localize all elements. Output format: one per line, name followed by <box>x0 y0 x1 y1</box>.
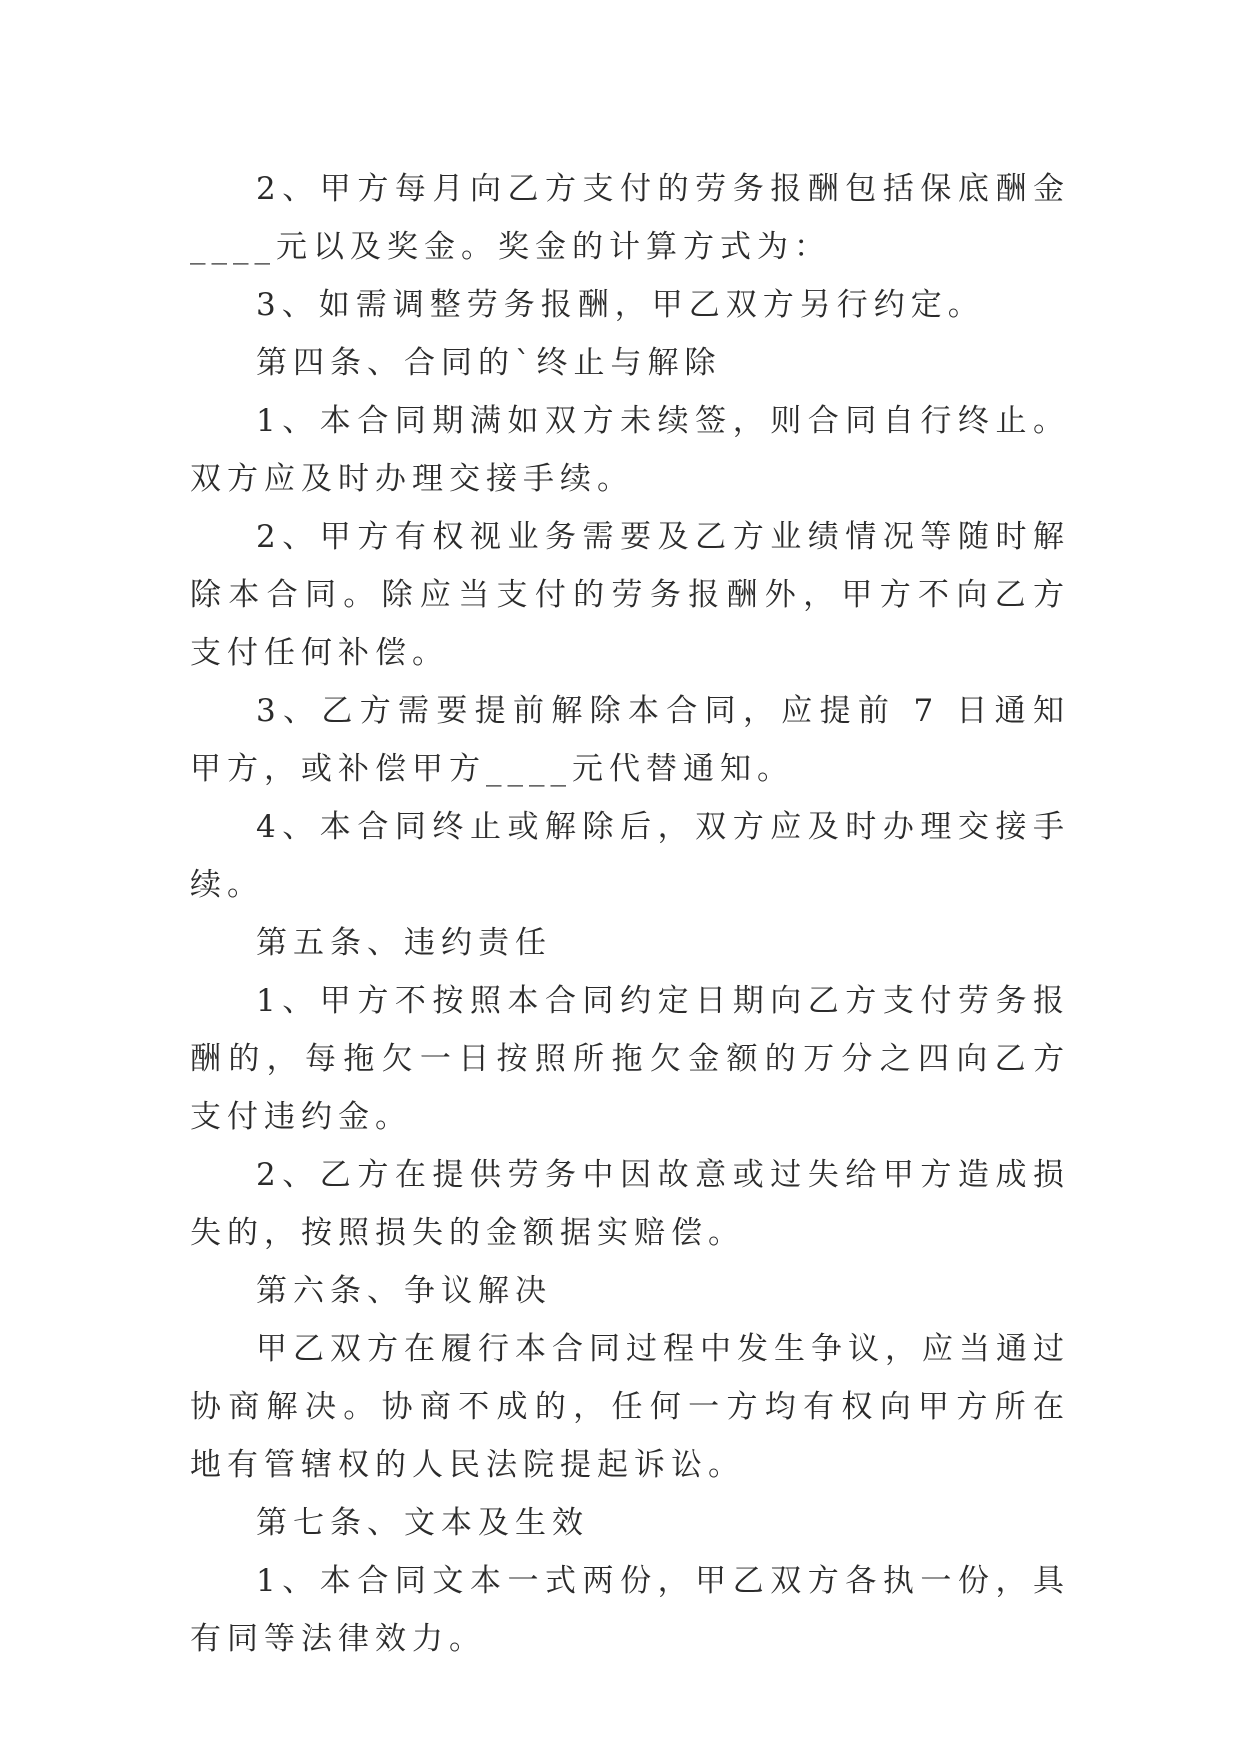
paragraph-compensation: 2、乙方在提供劳务中因故意或过失给甲方造成损失的，按照损失的金额据实赔偿。 <box>190 1157 1070 1251</box>
paragraph-party-a-termination: 2、甲方有权视业务需要及乙方业绩情况等随时解除本合同。除应当支付的劳务报酬外，甲方不向乙方支付任何补偿。 <box>190 519 1070 671</box>
section-heading-liability: 第五条、违约责任 <box>256 925 552 961</box>
section-heading-termination: 第四条、合同的`终止与解除 <box>256 345 722 381</box>
paragraph-late-payment: 1、甲方不按照本合同约定日期向乙方支付劳务报酬的，每拖欠一日按照所拖欠金额的万分之四向乙方支付违约金。 <box>190 983 1070 1135</box>
paragraph-handover: 4、本合同终止或解除后，双方应及时办理交接手续。 <box>190 809 1070 903</box>
section-heading-effectiveness: 第七条、文本及生效 <box>256 1505 589 1541</box>
paragraph-payment-adjustment: 3、如需调整劳务报酬，甲乙双方另行约定。 <box>256 287 985 323</box>
document-body <box>190 160 1070 1668</box>
paragraph-dispute-resolution: 甲乙双方在履行本合同过程中发生争议，应当通过协商解决。协商不成的，任何一方均有权向甲方所在地有管辖权的人民法院提起诉讼。 <box>190 1331 1070 1483</box>
paragraph-contract-expiry: 1、本合同期满如双方未续签，则合同自行终止。双方应及时办理交接手续。 <box>190 403 1070 497</box>
paragraph-copies: 1、本合同文本一式两份，甲乙双方各执一份，具有同等法律效力。 <box>190 1563 1070 1657</box>
paragraph-payment-composition: 2、甲方每月向乙方支付的劳务报酬包括保底酬金____元以及奖金。奖金的计算方式为： <box>190 171 1070 265</box>
section-heading-dispute: 第六条、争议解决 <box>256 1273 552 1309</box>
paragraph-party-b-termination: 3、乙方需要提前解除本合同，应提前 7 日通知甲方，或补偿甲方____元代替通知。 <box>190 693 1070 787</box>
